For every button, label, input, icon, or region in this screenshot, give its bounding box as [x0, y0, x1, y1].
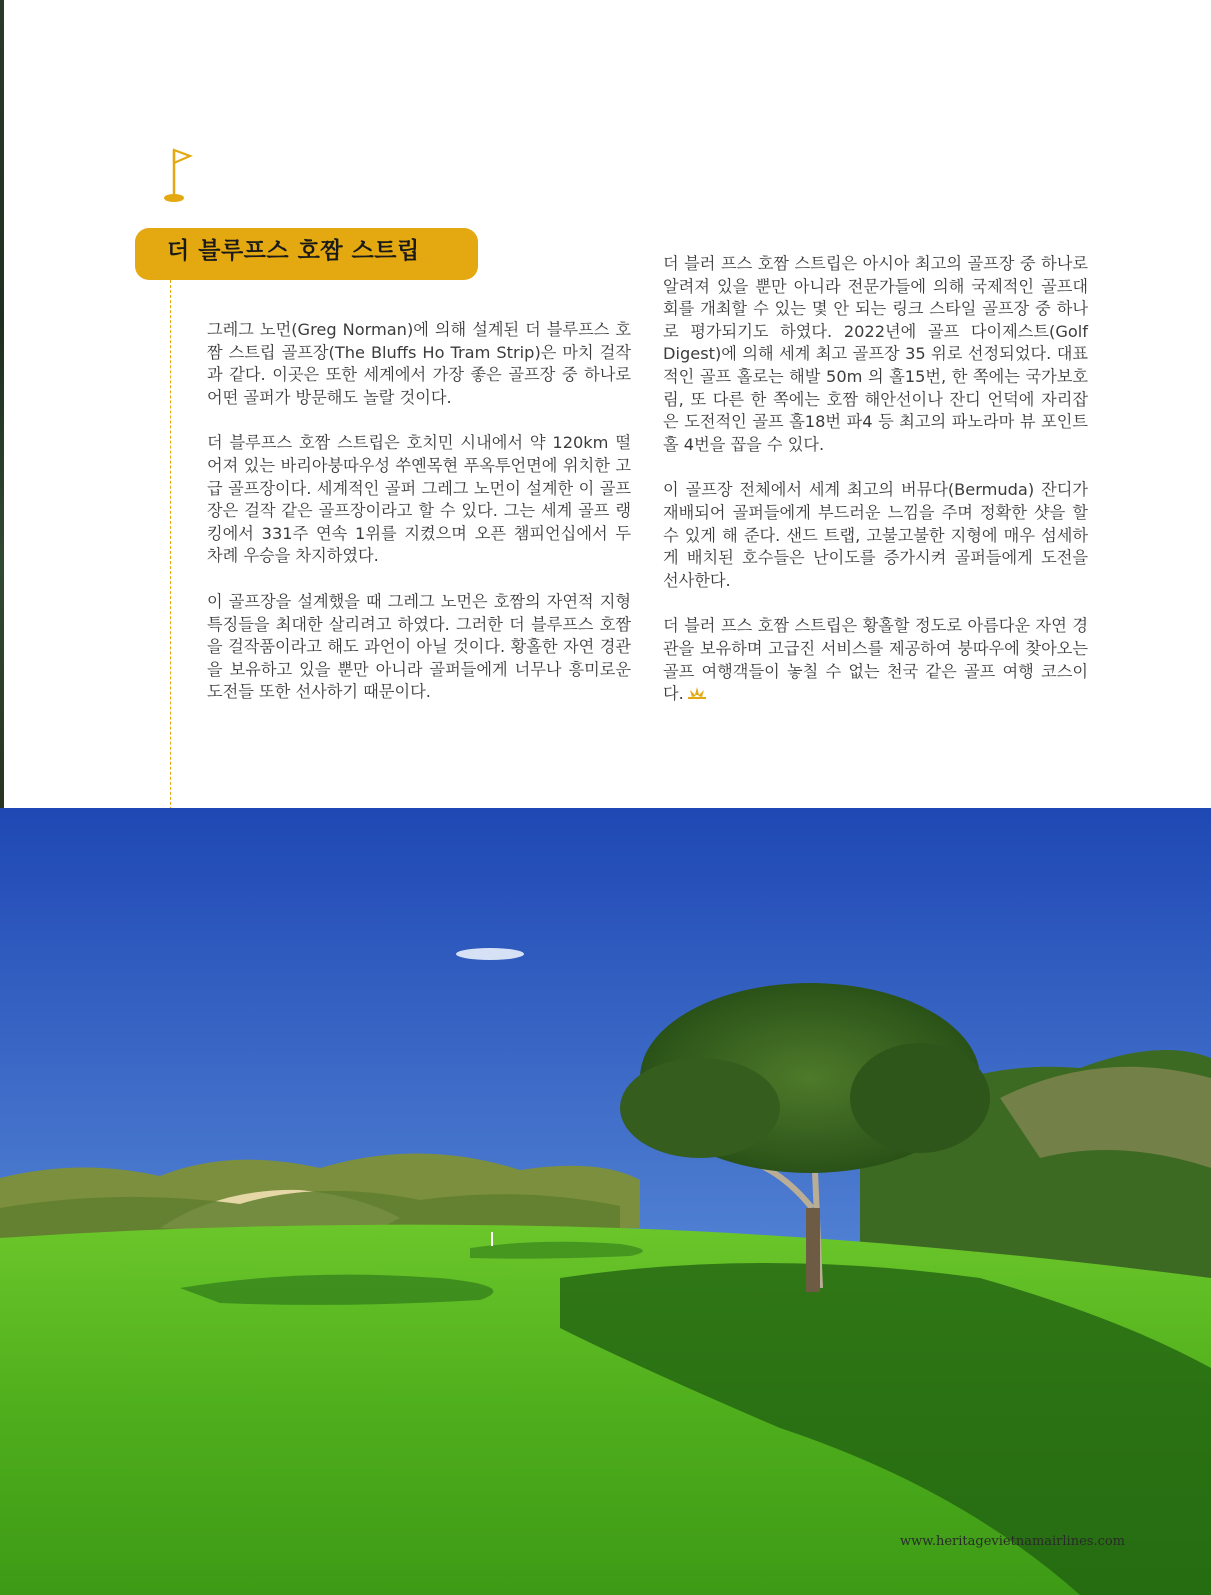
paragraph: 이 골프장 전체에서 세계 최고의 버뮤다(Bermuda) 잔디가 재배되어 골퍼들에게 부드러운 느낌을 주며 정확한 샷을 할 수 있게 해 준다. 샌드 트랩, 고불고불한 지형에 매우 섬세하게 배치된 호수들은 난이도를 증가시켜 골퍼들에게 도전을 선사한다. — [663, 480, 1088, 590]
paragraph: 이 골프장을 설계했을 때 그레그 노먼은 호짬의 자연적 지형 특징들을 최대한 살리려고 하였다. 그러한 더 블루프스 호짬을 걸작품이라고 해도 과언이 아닐 것이다. 황홀한 자연 경관을 보유하고 있을 뿐만 아니라 골퍼들에게 너무나 흥미로운 도전들 또한 선사하기 때문이다. — [207, 591, 631, 702]
paragraph-text: 더 블러 프스 호짬 스트립은 황홀할 정도로 아름다운 자연 경관을 보유하며 고급진 서비스를 제공하여 붕따우에 찾아오는 골프 여행객들이 놓칠 수 없는 천국 같은 골프 여행 코스이다. — [663, 616, 1088, 704]
paragraph-final — [663, 615, 1088, 705]
section-title-box — [135, 228, 478, 280]
paragraph: 더 블러 프스 호짬 스트립은 아시아 최고의 골프장 중 하나로 알려져 있을 뿐만 아니라 전문가들에 의해 국제적인 골프대회를 개최할 수 있는 몇 안 되는 링크 스타일 골프장 중 하나로 평가되기도 하였다. 2022년에 골프 다이제스트(Golf Digest)에 의해 세계 최고 골프장 35 위로 선정되었다. 대표적인 골프 홀로는 해발 50m 의 홀15번, 한 쪽에는 국가보호림, 또 다른 한 쪽에는 호짬 해안선이나 잔디 언덕에 자리잡은 도전적인 골프 홀18번 파4 등 최고의 파노라마 뷰 포인트 홀 4번을 꼽을 수 있다. — [663, 254, 1088, 454]
paragraph: 그레그 노먼(Greg Norman)에 의해 설계된 더 블루프스 호짬 스트립 골프장(The Bluffs Ho Tram Strip)은 마치 걸작과 같다. 이곳은 또한 세계에서 가장 좋은 골프장 중 하나로 어떤 골퍼가 방문해도 놀랄 것이다. — [207, 320, 631, 407]
left-edge-photo-strip — [0, 0, 4, 810]
footer-url: www.heritagevietnamairlines.com — [900, 1534, 1126, 1549]
lotus-end-icon — [686, 686, 708, 700]
golf-flag-icon — [160, 146, 194, 204]
left-column — [207, 319, 631, 727]
right-column — [663, 253, 1088, 729]
paragraph: 더 블루프스 호짬 스트립은 호치민 시내에서 약 120km 떨어져 있는 바리아붕따우성 쑤옌목현 푸옥투언면에 위치한 고급 골프장이다. 세계적인 골퍼 그레그 노먼이 설계한 이 골프장은 걸작 같은 골프장이라고 할 수 있다. 그는 세계 골프 랭킹에서 331주 연속 1위를 지켰으며 오픈 챔피언십에서 두 차례 우승을 차지하였다. — [207, 433, 631, 566]
dashed-divider — [170, 280, 171, 835]
article-title: 더 블루프스 호짬 스트립 — [167, 238, 420, 264]
golf-course-photo — [0, 808, 1211, 1595]
